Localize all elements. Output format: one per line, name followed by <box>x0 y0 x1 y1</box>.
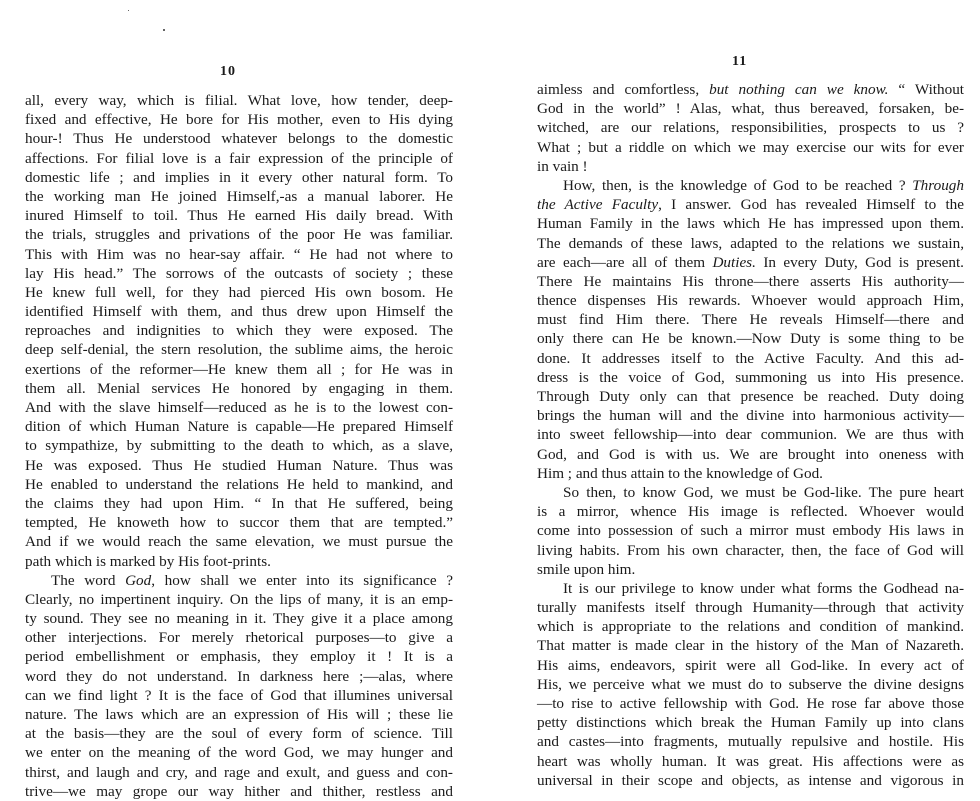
text-run: Human Family in the laws which He has impressed upon them. <box>537 215 964 233</box>
text-run: done. It addresses itself to the Active Faculty. And this ad- <box>537 349 964 367</box>
text-line <box>537 636 964 655</box>
text-run: in vain ! <box>537 157 588 175</box>
text-run: He was exposed. Thus He studied Human Nature. Thus was <box>25 456 453 474</box>
text-run: trive—we may grope our way hither and thither, restless and <box>25 782 453 800</box>
text-run: And if we would reach the same elevation, we must pursue the <box>25 533 453 551</box>
italic-emphasis: God <box>125 571 152 589</box>
text-line <box>537 752 964 771</box>
text-run: The demands of these laws, adapted to the relations we sustain, <box>537 234 964 252</box>
text-line <box>537 541 964 560</box>
text-line <box>537 234 964 253</box>
text-run: smile upon him. <box>537 560 636 578</box>
text-run: at the basis—they are the soul of every form of science. Till <box>25 725 453 743</box>
text-run: reproaches and indignities to which they were exposed. The <box>25 322 453 340</box>
text-run: The word <box>51 571 126 589</box>
text-run: —to rise to active fellowship with God. He rose far above those <box>537 695 964 712</box>
text-run: His, we perceive what we must do to subserve the divine designs <box>537 675 964 693</box>
text-line <box>537 291 964 310</box>
text-run: , how shall we enter into its significance ? <box>151 571 453 589</box>
text-run: is a mirror, whence His image is reflected. Whoever would <box>537 503 964 521</box>
text-run: That matter is made clear in the history of the Man of Nazareth. <box>537 637 964 655</box>
text-run: dress is the voice of God, summoning us into His presence. <box>537 368 964 386</box>
page-body-text <box>537 80 964 790</box>
italic-emphasis: Duties. <box>712 253 756 271</box>
text-line <box>25 206 453 225</box>
text-line <box>537 80 964 99</box>
text-run: come into possession of such a mirror must embody His laws in <box>537 522 964 540</box>
text-run: There He maintains His throne—there asserts His authority— <box>537 272 964 290</box>
text-run: tempted, He knoweth how to succor them that are tempted.” <box>25 514 453 532</box>
text-run: aimless and comfortless, <box>537 81 710 98</box>
text-run: exertions of the reformer—He knew them all ; for He was in <box>25 360 453 378</box>
text-run: all, every way, which is filial. What love, how tender, deep- <box>25 92 453 109</box>
text-run: and castes—into fragments, mutually repulsive and hostile. His <box>537 733 964 751</box>
text-line <box>25 264 453 283</box>
text-run: path which is marked by His foot-prints. <box>25 552 271 570</box>
text-run: to sympathize, by submitting to the death to which, as a slave, <box>25 437 453 455</box>
text-run: thence dispenses His rewards. Whoever would approach Him, <box>537 292 964 310</box>
text-line <box>25 686 453 705</box>
text-line <box>25 321 453 340</box>
text-run: universal in their scope and objects, as intense and vigorous in <box>537 771 964 789</box>
text-line <box>25 782 453 801</box>
text-line <box>25 590 453 609</box>
text-run: What ; but a riddle on which we may exercise our wits for ever <box>537 138 964 156</box>
text-run: deep self-denial, the stern resolution, the sublime aims, the heroic <box>25 341 453 359</box>
text-run: word they do not understand. In darkness here ;—alas, where <box>25 667 453 685</box>
text-line <box>537 118 964 137</box>
italic-emphasis: but nothing can we know. <box>709 81 889 98</box>
text-line <box>537 214 964 233</box>
text-line <box>537 310 964 329</box>
text-run: we enter on the meaning of the word God, we may hunger and <box>25 744 453 762</box>
text-line <box>25 513 453 532</box>
text-line <box>25 283 453 302</box>
text-run: inured Himself to toil. Thus He earned His daily bread. With <box>25 207 453 225</box>
text-line <box>537 694 964 713</box>
text-line <box>25 91 453 110</box>
text-run: can we find light ? It is the face of God that illumines universal <box>25 686 453 704</box>
text-line <box>537 560 964 579</box>
text-run: In every Duty, God is present. <box>755 253 964 271</box>
text-run: turally manifests itself through Humanity—through that activity <box>537 599 964 617</box>
text-run: nature. The laws which are an expression of His will ; these lie <box>25 706 453 723</box>
text-run: How, then, is the knowledge of God to be reached ? <box>563 176 913 194</box>
text-line <box>537 138 964 157</box>
text-run: He enabled to understand the relations He held to mankind, and <box>25 475 453 493</box>
text-line <box>537 598 964 617</box>
text-line <box>25 667 453 686</box>
text-run: So then, to know God, we must be God-like. The pure heart <box>563 483 964 501</box>
text-line <box>25 245 453 264</box>
left-page <box>0 0 490 800</box>
italic-emphasis: Through <box>912 176 964 194</box>
text-line <box>537 445 964 464</box>
text-line <box>537 387 964 406</box>
text-run: must find Him there. There He reveals Himself—there and <box>537 311 964 329</box>
text-line <box>25 187 453 206</box>
text-line <box>25 552 453 571</box>
text-line <box>25 705 453 724</box>
page-number: 10 <box>220 64 236 79</box>
italic-emphasis: the Active Faculty <box>537 196 659 214</box>
text-line <box>25 436 453 455</box>
text-line <box>537 656 964 675</box>
text-line <box>537 157 964 176</box>
text-line <box>25 340 453 359</box>
text-line <box>25 494 453 513</box>
text-run: And with the slave himself—reduced as he is to the lowest con- <box>25 399 453 416</box>
text-line <box>25 168 453 187</box>
text-line <box>25 129 453 148</box>
text-run: identified Himself with them, and thus drew upon Himself the <box>25 303 453 321</box>
page-number: 11 <box>732 54 748 69</box>
text-line <box>537 521 964 540</box>
text-line <box>537 464 964 483</box>
text-line <box>537 272 964 291</box>
text-line <box>537 732 964 751</box>
text-run: God, and God is with us. We are brought into oneness with <box>537 445 964 463</box>
text-run: “ Without <box>888 81 965 98</box>
text-run: which is appropriate to the relations and condition of mankind. <box>537 618 964 636</box>
text-run: hour-! Thus He understood whatever belongs to the domestic <box>25 130 453 148</box>
text-run: into sweet fellowship—into dear communion. We are thus with <box>537 426 964 444</box>
text-run: , I answer. God has revealed Himself to the <box>658 196 964 214</box>
print-speck <box>163 29 165 31</box>
text-run: heart was wholly human. It was great. His affections were as <box>537 752 964 770</box>
text-run: affections. For filial love is a fair expression of the principle of <box>25 149 453 167</box>
text-line <box>537 675 964 694</box>
text-run: them all. Menial services He honored by engaging in them. <box>25 379 453 397</box>
text-run: fixed and effective, He bore for His mother, even to His dying <box>25 111 453 129</box>
text-line <box>25 532 453 551</box>
page-body-text <box>25 91 453 801</box>
text-line <box>25 647 453 666</box>
text-line <box>537 713 964 732</box>
right-page <box>490 0 980 789</box>
text-line <box>25 149 453 168</box>
text-line <box>537 176 964 195</box>
text-run: brings the human will and the divine into harmonious activity— <box>537 407 964 425</box>
text-line <box>25 379 453 398</box>
text-run: living habits. From his own character, then, the face of God will <box>537 541 964 559</box>
text-line <box>537 425 964 444</box>
text-line <box>25 743 453 762</box>
text-line <box>25 475 453 494</box>
text-line <box>537 502 964 521</box>
text-run: petty distinctions which break the Human Family up into clans <box>537 714 964 732</box>
text-run: lay His head.” The sorrows of the outcasts of society ; these <box>25 264 453 282</box>
text-run: other interjections. For merely rhetorical purposes—to give a <box>25 629 453 647</box>
text-run: are each—are all of them <box>537 253 713 271</box>
text-run: thirst, and laugh and cry, and rage and exult, and guess and con- <box>25 763 453 781</box>
text-line <box>25 302 453 321</box>
print-speck <box>128 10 129 11</box>
text-line <box>537 579 964 598</box>
text-line <box>25 628 453 647</box>
text-line <box>25 609 453 628</box>
text-line <box>537 99 964 118</box>
text-run: ty sound. They see no meaning in it. They give it a place among <box>25 610 453 628</box>
text-run: dition of which Human Nature is capable—He prepared Himself <box>25 418 453 436</box>
text-line <box>25 571 453 590</box>
text-run: only there can He be known.—Now Duty is some thing to be <box>537 330 964 348</box>
text-line <box>25 110 453 129</box>
text-run: Him ; and thus attain to the knowledge of God. <box>537 464 823 482</box>
text-run: witched, are our relations, responsibilities, prospects to us ? <box>537 119 964 137</box>
text-run: His aims, endeavors, spirit were all God-like. In every act of <box>537 656 964 674</box>
text-line <box>537 253 964 272</box>
text-run: period embellishment or emphasis, they employ it ! It is a <box>25 648 453 666</box>
text-run: domestic life ; and implies in it every other natural form. To <box>25 168 453 186</box>
text-line <box>25 398 453 417</box>
text-line <box>537 771 964 790</box>
text-line <box>25 763 453 782</box>
text-line <box>537 368 964 387</box>
text-line <box>25 360 453 379</box>
text-line <box>25 724 453 743</box>
text-run: the working man He joined Himself,-as a manual laborer. He <box>25 187 453 205</box>
text-line <box>25 417 453 436</box>
text-line <box>537 329 964 348</box>
text-run: God in the world” ! Alas, what, thus bereaved, forsaken, be- <box>537 100 964 118</box>
text-line <box>537 349 964 368</box>
text-line <box>537 195 964 214</box>
text-run: This with Him was no hear-say affair. “ He had not where to <box>25 245 453 263</box>
text-run: It is our privilege to know under what forms the Godhead na- <box>563 579 964 597</box>
text-run: the claims they had upon Him. “ In that He suffered, being <box>25 494 453 512</box>
text-run: Clearly, no impertinent inquiry. On the lips of many, it is an emp- <box>25 590 453 608</box>
text-run: He knew full well, for they had pierced His own bosom. He <box>25 283 453 301</box>
text-run: the trials, struggles and privations of the poor He was familiar. <box>25 226 453 244</box>
text-run: Through Duty only can that presence be reached. Duty doing <box>537 388 964 405</box>
text-line <box>25 456 453 475</box>
text-line <box>537 406 964 425</box>
text-line <box>25 225 453 244</box>
text-line <box>537 483 964 502</box>
text-line <box>537 617 964 636</box>
